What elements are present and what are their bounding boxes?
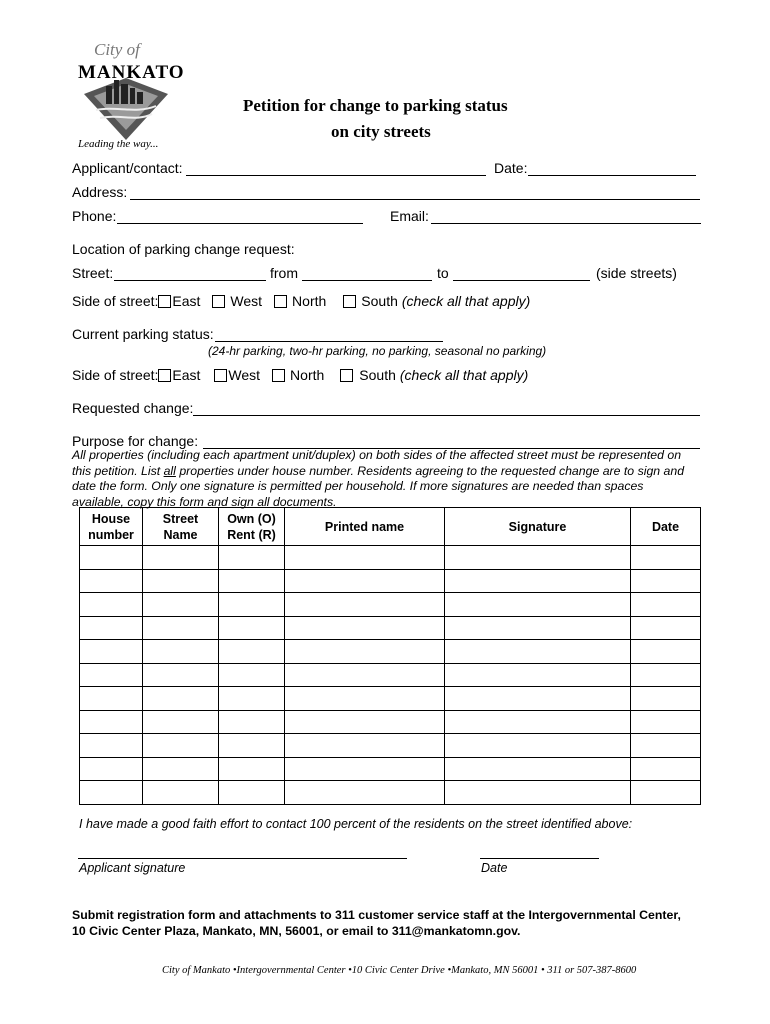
side-of-street-row-1	[72, 293, 530, 309]
west-checkbox-2[interactable]	[214, 369, 227, 382]
own-rent-cell[interactable]	[219, 734, 285, 758]
house-number-header: House number	[80, 508, 143, 546]
logo-city-of: City of	[94, 40, 140, 59]
email-field[interactable]	[431, 223, 701, 224]
logo-name: MANKATO	[78, 62, 185, 83]
street-field[interactable]	[114, 280, 266, 281]
current-status-field[interactable]	[215, 341, 443, 342]
east-label: East	[172, 367, 201, 383]
own-rent-cell[interactable]	[219, 569, 285, 593]
applicant-signature-line[interactable]	[78, 858, 407, 859]
south-label: South	[359, 367, 396, 383]
own-rent-cell[interactable]	[219, 546, 285, 570]
table-row	[80, 734, 701, 758]
own-rent-cell[interactable]	[219, 640, 285, 664]
table-row	[80, 593, 701, 617]
requested-change-label: Requested change:	[72, 400, 194, 416]
own-rent-cell[interactable]	[219, 710, 285, 734]
date-label: Date:	[494, 160, 528, 176]
south-checkbox-1[interactable]	[343, 295, 356, 308]
location-label: Location of parking change request:	[72, 241, 295, 257]
street-name-header: Street Name	[143, 508, 219, 546]
east-checkbox-1[interactable]	[158, 295, 171, 308]
house-number-cell[interactable]	[80, 687, 143, 711]
date-cell[interactable]	[631, 593, 701, 617]
table-row	[80, 569, 701, 593]
instructions-line-3: date the form. Only one signature is permitted per household. If more signatures are needed than spaces	[72, 479, 644, 493]
own-rent-cell[interactable]	[219, 663, 285, 687]
own-rent-cell[interactable]	[219, 593, 285, 617]
signature-cell[interactable]	[445, 569, 631, 593]
phone-label: Phone:	[72, 208, 117, 224]
own-rent-cell[interactable]	[219, 616, 285, 640]
house-number-cell[interactable]	[80, 593, 143, 617]
house-number-cell[interactable]	[80, 640, 143, 664]
date-cell[interactable]	[631, 546, 701, 570]
page-footer: City of Mankato •Intergovernmental Center •10 Civic Center Drive •Mankato, MN 56001 • 311 or 507-387-8600	[162, 965, 637, 976]
from-label: from	[270, 265, 298, 281]
email-label: Email:	[390, 208, 429, 224]
date-cell[interactable]	[631, 757, 701, 781]
street-name-cell[interactable]	[143, 781, 219, 805]
instructions-line-2: this petition. List all properties under house number. Residents agreeing to the requested change are to sign and	[72, 463, 685, 478]
house-number-cell[interactable]	[80, 757, 143, 781]
house-number-cell[interactable]	[80, 546, 143, 570]
street-name-cell[interactable]	[143, 734, 219, 758]
date-header: Date	[631, 508, 701, 546]
signature-cell[interactable]	[445, 734, 631, 758]
check-all-note: (check all that apply)	[399, 367, 529, 383]
own-rent-cell[interactable]	[219, 687, 285, 711]
street-label: Street:	[72, 265, 114, 281]
current-status-hint: (24-hr parking, two-hr parking, no parking, seasonal no parking)	[208, 344, 547, 358]
form-title-line2: on city streets	[331, 122, 431, 141]
side-of-street-label: Side of street:	[72, 367, 159, 383]
good-faith-statement: I have made a good faith effort to contact 100 percent of the residents on the street identified above:	[79, 817, 633, 831]
signature-cell[interactable]	[445, 687, 631, 711]
table-row	[80, 781, 701, 805]
printed-name-cell[interactable]	[285, 734, 445, 758]
printed-name-cell[interactable]	[285, 593, 445, 617]
signature-header: Signature	[445, 508, 631, 546]
own-rent-header: Own (O) Rent (R)	[219, 508, 285, 546]
north-label: North	[292, 293, 327, 309]
signature-cell[interactable]	[445, 640, 631, 664]
date-field[interactable]	[528, 175, 696, 176]
printed-name-cell[interactable]	[285, 781, 445, 805]
printed-name-cell[interactable]	[285, 546, 445, 570]
street-name-cell[interactable]	[143, 593, 219, 617]
date-cell[interactable]	[631, 734, 701, 758]
purpose-label: Purpose for change:	[72, 433, 199, 449]
house-number-cell[interactable]	[80, 616, 143, 640]
signature-cell[interactable]	[445, 616, 631, 640]
instructions	[72, 448, 712, 510]
house-number-cell[interactable]	[80, 710, 143, 734]
city-logo	[76, 40, 185, 158]
printed-name-cell[interactable]	[285, 569, 445, 593]
date-cell[interactable]	[631, 640, 701, 664]
signature-cell[interactable]	[445, 781, 631, 805]
to-field[interactable]	[453, 280, 590, 281]
west-label: West	[230, 293, 263, 309]
south-checkbox-2[interactable]	[340, 369, 353, 382]
to-label: to	[437, 265, 449, 281]
street-name-cell[interactable]	[143, 569, 219, 593]
south-label: South	[361, 293, 398, 309]
house-number-cell[interactable]	[80, 734, 143, 758]
street-name-cell[interactable]	[143, 640, 219, 664]
printed-name-cell[interactable]	[285, 687, 445, 711]
table-row	[80, 616, 701, 640]
printed-name-cell[interactable]	[285, 663, 445, 687]
logo-tagline: Leading the way...	[78, 138, 159, 150]
side-of-street-label: Side of street:	[72, 293, 159, 309]
from-field[interactable]	[302, 280, 432, 281]
date-cell[interactable]	[631, 781, 701, 805]
date-signature-label: Date	[481, 861, 508, 875]
submit-line-2: 10 Civic Center Plaza, Mankato, MN, 56001, or email to 311@mankatomn.gov.	[72, 923, 521, 938]
street-name-cell[interactable]	[143, 616, 219, 640]
own-rent-cell[interactable]	[219, 757, 285, 781]
applicant-field[interactable]	[186, 175, 486, 176]
instructions-line-4: available, copy this form and sign all documents.	[72, 494, 337, 509]
table-row	[80, 640, 701, 664]
house-number-cell[interactable]	[80, 663, 143, 687]
signature-cell[interactable]	[445, 757, 631, 781]
house-number-cell[interactable]	[80, 781, 143, 805]
house-number-cell[interactable]	[80, 569, 143, 593]
table-row	[80, 663, 701, 687]
own-rent-cell[interactable]	[219, 781, 285, 805]
table-row	[80, 757, 701, 781]
date-signature-line[interactable]	[480, 858, 599, 859]
printed-name-cell[interactable]	[285, 640, 445, 664]
north-checkbox-1[interactable]	[274, 295, 287, 308]
street-name-cell[interactable]	[143, 710, 219, 734]
date-cell[interactable]	[631, 616, 701, 640]
table-header-row	[80, 508, 701, 546]
applicant-label: Applicant/contact:	[72, 160, 183, 176]
side-streets-label: (side streets)	[596, 265, 677, 281]
street-name-cell[interactable]	[143, 757, 219, 781]
north-label: North	[290, 367, 325, 383]
east-checkbox-2[interactable]	[158, 369, 171, 382]
side-of-street-row-2	[72, 367, 528, 383]
signature-cell[interactable]	[445, 546, 631, 570]
street-name-cell[interactable]	[143, 663, 219, 687]
table-body	[80, 546, 701, 805]
submit-instructions	[72, 908, 681, 939]
printed-name-cell[interactable]	[285, 710, 445, 734]
table-row	[80, 710, 701, 734]
table-row	[80, 687, 701, 711]
table-row	[80, 546, 701, 570]
east-label: East	[172, 293, 201, 309]
signature-cell[interactable]	[445, 593, 631, 617]
date-cell[interactable]	[631, 710, 701, 734]
street-name-cell[interactable]	[143, 546, 219, 570]
requested-change-field[interactable]	[193, 415, 700, 416]
signature-cell[interactable]	[445, 710, 631, 734]
west-label: West	[228, 367, 261, 383]
date-cell[interactable]	[631, 569, 701, 593]
street-name-cell[interactable]	[143, 687, 219, 711]
phone-field[interactable]	[117, 223, 363, 224]
printed-name-cell[interactable]	[285, 757, 445, 781]
address-field[interactable]	[130, 199, 700, 200]
submit-line-1: Submit registration form and attachments to 311 customer service staff at the Intergovernmental Center,	[72, 908, 681, 922]
date-cell[interactable]	[631, 687, 701, 711]
printed-name-cell[interactable]	[285, 616, 445, 640]
instructions-line-1: All properties (including each apartment unit/duplex) on both sides of the affected street must be represented on	[72, 448, 682, 462]
west-checkbox-1[interactable]	[212, 295, 225, 308]
signature-cell[interactable]	[445, 663, 631, 687]
north-checkbox-2[interactable]	[272, 369, 285, 382]
printed-name-header: Printed name	[285, 508, 445, 546]
signature-table	[79, 507, 701, 805]
address-label: Address:	[72, 184, 128, 200]
form-title-line1: Petition for change to parking status	[243, 96, 508, 115]
current-status-label: Current parking status:	[72, 326, 214, 342]
applicant-signature-label: Applicant signature	[79, 861, 186, 875]
date-cell[interactable]	[631, 663, 701, 687]
check-all-note: (check all that apply)	[401, 293, 531, 309]
